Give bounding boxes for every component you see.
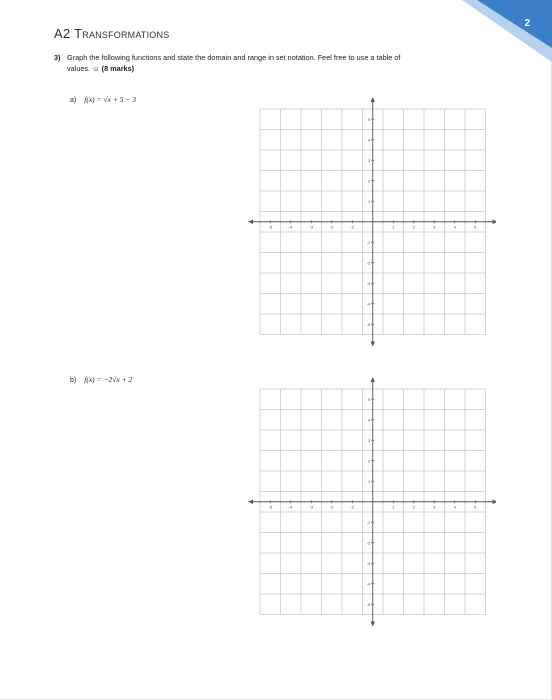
question-number: 3) — [54, 53, 61, 62]
graph-b-y-tick-label: 4 — [368, 417, 371, 423]
graph-a-axis-arrow — [371, 342, 375, 347]
graph-a-x-tick-label: 1 — [392, 224, 395, 230]
graph-a[interactable] — [246, 95, 496, 350]
banner-dark-shape — [477, 0, 552, 48]
graph-a-axis-arrow — [371, 97, 375, 102]
graph-a-y-tick-label: 4 — [368, 137, 371, 143]
part-a-formula: f(x) = √x + 5 − 3 — [84, 95, 137, 104]
part-b-label — [70, 375, 132, 384]
graph-a-x-tick-label: 3 — [433, 224, 436, 230]
coordinate-grid-a[interactable] — [246, 95, 496, 350]
graph-b-x-tick-label: -1 — [350, 504, 355, 510]
graph-a-x-tick-label: -5 — [268, 224, 273, 230]
graph-b-x-tick-label: 3 — [433, 504, 436, 510]
graph-b-y-tick-label: -5 — [366, 601, 371, 607]
graph-b-axis-arrow — [493, 500, 497, 504]
graph-a-y-tick-label: 3 — [368, 157, 371, 163]
graph-a-y-tick-label: -1 — [366, 239, 371, 245]
graph-b-x-tick-label: 1 — [392, 504, 395, 510]
question-text-line1: Graph the following functions and state the domain and range in set notation. Feel free to use a table of — [67, 53, 401, 62]
graph-b-y-tick-label: 2 — [368, 458, 371, 464]
graph-a-x-tick-label: 4 — [453, 224, 456, 230]
graph-a-y-tick-label: -5 — [366, 321, 371, 327]
question-marks: (8 marks) — [101, 64, 135, 73]
graph-a-x-tick-label: 2 — [412, 224, 415, 230]
graph-b-x-tick-label: -5 — [268, 504, 273, 510]
graph-a-y-tick-label: 1 — [368, 198, 371, 204]
graph-b-axis-arrow — [371, 622, 375, 627]
page-title — [54, 26, 169, 41]
graph-b-y-tick-label: -4 — [366, 581, 371, 587]
part-a-label — [70, 95, 136, 104]
graph-b-y-tick-label: -3 — [366, 560, 371, 566]
graph-a-x-tick-label: -1 — [350, 224, 355, 230]
coordinate-grid-b[interactable] — [246, 375, 496, 630]
graph-b-y-tick-label: 3 — [368, 437, 371, 443]
part-b-formula: f(x) = −2√x + 2 — [84, 375, 133, 384]
graph-b-y-tick-label: 1 — [368, 478, 371, 484]
graph-a-x-tick-label: -4 — [288, 224, 293, 230]
graph-b[interactable] — [246, 375, 496, 630]
graph-a-axis-arrow — [248, 220, 253, 224]
question-text-line2: values. ☺ — [67, 64, 100, 73]
graph-a-y-tick-label: -2 — [366, 260, 371, 266]
title-word: Transformations — [74, 26, 170, 41]
graph-a-y-tick-label: -3 — [366, 280, 371, 286]
part-b-letter: b) — [70, 377, 77, 384]
graph-b-axis-arrow — [371, 377, 375, 382]
graph-a-x-tick-label: -2 — [329, 224, 334, 230]
question-text-line2-wrap — [54, 63, 494, 74]
graph-a-axis-arrow — [493, 220, 497, 224]
graph-b-y-tick-label: -1 — [366, 519, 371, 525]
graph-a-x-tick-label: -3 — [309, 224, 314, 230]
graph-a-y-tick-label: 2 — [368, 178, 371, 184]
part-a-letter: a) — [70, 97, 77, 104]
graph-b-y-tick-label: 5 — [368, 396, 371, 402]
page-number: 2 — [524, 18, 530, 29]
graph-b-x-tick-label: 5 — [474, 504, 477, 510]
graph-b-x-tick-label: 2 — [412, 504, 415, 510]
graph-b-y-tick-label: -2 — [366, 540, 371, 546]
graph-b-x-tick-label: 4 — [453, 504, 456, 510]
graph-b-axis-arrow — [248, 500, 253, 504]
graph-b-x-tick-label: -3 — [309, 504, 314, 510]
title-prefix: A2 — [54, 26, 71, 41]
question-prompt — [54, 52, 494, 74]
graph-a-x-tick-label: 5 — [474, 224, 477, 230]
graph-a-y-tick-label: 5 — [368, 116, 371, 122]
graph-a-y-tick-label: -4 — [366, 301, 371, 307]
graph-b-x-tick-label: -2 — [329, 504, 334, 510]
graph-b-x-tick-label: -4 — [288, 504, 293, 510]
